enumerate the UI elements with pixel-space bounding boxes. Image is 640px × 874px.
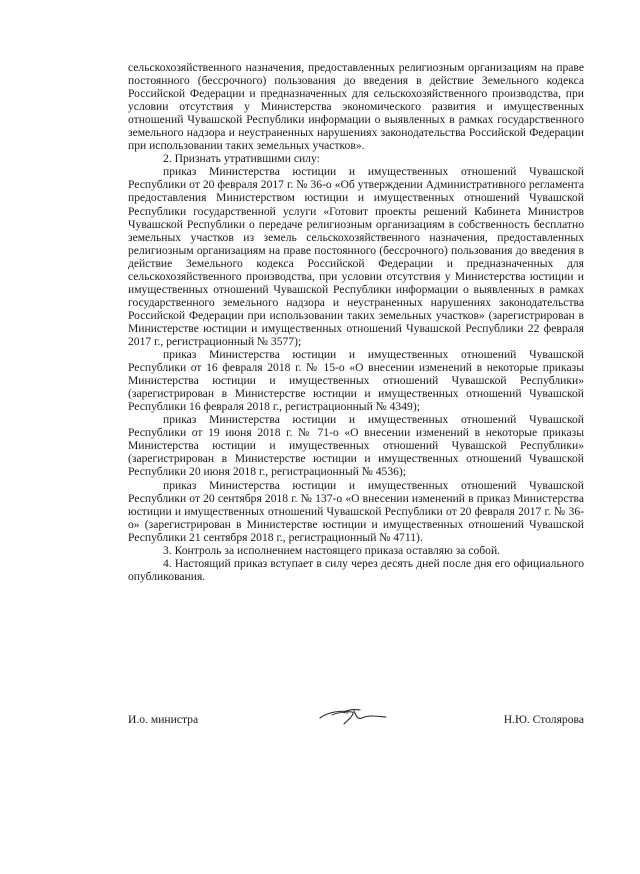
- paragraph-continuation: сельскохозяйственного назначения, предоставленных религиозным организациям на праве постоянного (бессрочного) пользования до введения в действие Земельного кодекса Российской Федерации и предназначенных для сельскохозяйственного производства, при условии отсутствия у Министерства экономического развития и имущественных отношений Чувашской Республики информации о выявленных в рамках государственного земельного надзора и неустраненных нарушениях законодательства Российской Федерации при использовании таких земельных участков».: [128, 61, 584, 153]
- handwritten-signature-icon: [318, 706, 388, 728]
- paragraph-item-4: 4. Настоящий приказ вступает в силу через десять дней после дня его официального опубликования.: [128, 556, 584, 583]
- paragraph-order-137: приказ Министерства юстиции и имущественных отношений Чувашской Республики от 20 сентября 2018 г. № 137-о «О внесении изменений в приказ Министерства юстиции и имущественных отношений Чувашской Республики от 20 февраля 2017 г. № 36-о» (зарегистрирован в Министерстве юстиции и имущественных отношений Чувашской Республики 21 сентября 2018 г., регистрационный № 4711).: [128, 478, 584, 544]
- paragraph-item-3: 3. Контроль за исполнением настоящего приказа оставляю за собой.: [163, 543, 501, 557]
- paragraph-order-71: приказ Министерства юстиции и имущественных отношений Чувашской Республики от 19 июня 2018 г. № 71-о «О внесении изменений в некоторые приказы Министерства юстиции и имущественных отношений Чувашской Республики» (зарегистрирован в Министерстве юстиции и имущественных отношений Чувашской Республики 20 июня 2018 г., регистрационный № 4536);: [128, 413, 584, 479]
- signer-title: И.о. министра: [128, 713, 199, 726]
- signature-block: [128, 706, 584, 736]
- signer-name: Н.Ю. Столярова: [503, 713, 584, 726]
- paragraph-item-2: 2. Признать утратившими силу:: [163, 152, 320, 166]
- paragraph-order-36: приказ Министерства юстиции и имущественных отношений Чувашской Республики от 20 февраля 2017 г. № 36-о «Об утверждении Административного регламента предоставления Министерством юстиции и имущественных отношений Чувашской Республики государственной услуги «Готовит проекты решений Кабинета Министров Чувашской Республики о передаче религиозным организациям в собственность бесплатно земельных участков из земель сельскохозяйственного назначения, предоставленных религиозным организациям на праве постоянного (бессрочного) пользования до введения в действие Земельного кодекса Российской Федерации и предназначенных для сельскохозяйственного производства, при условии отсутствия у Министерства юстиции и имущественных отношений Чувашской Республики информации о выявленных в рамках государственного земельного надзора и неустраненных нарушениях законодательства Российской Федерации при использовании таких земельных участков» (зарегистрирован в Министерстве юстиции и имущественных отношений Чувашской Республики 22 февраля 2017 г., регистрационный № 3577);: [128, 165, 584, 348]
- paragraph-order-15: приказ Министерства юстиции и имущественных отношений Чувашской Республики от 16 февраля 2018 г. № 15-о «О внесении изменений в некоторые приказы Министерства юстиции и имущественных отношений Чувашской Республики» (зарегистрирован в Министерстве юстиции и имущественных отношений Чувашской Республики 16 февраля 2018 г., регистрационный № 4349);: [128, 348, 584, 414]
- document-body: [128, 61, 584, 583]
